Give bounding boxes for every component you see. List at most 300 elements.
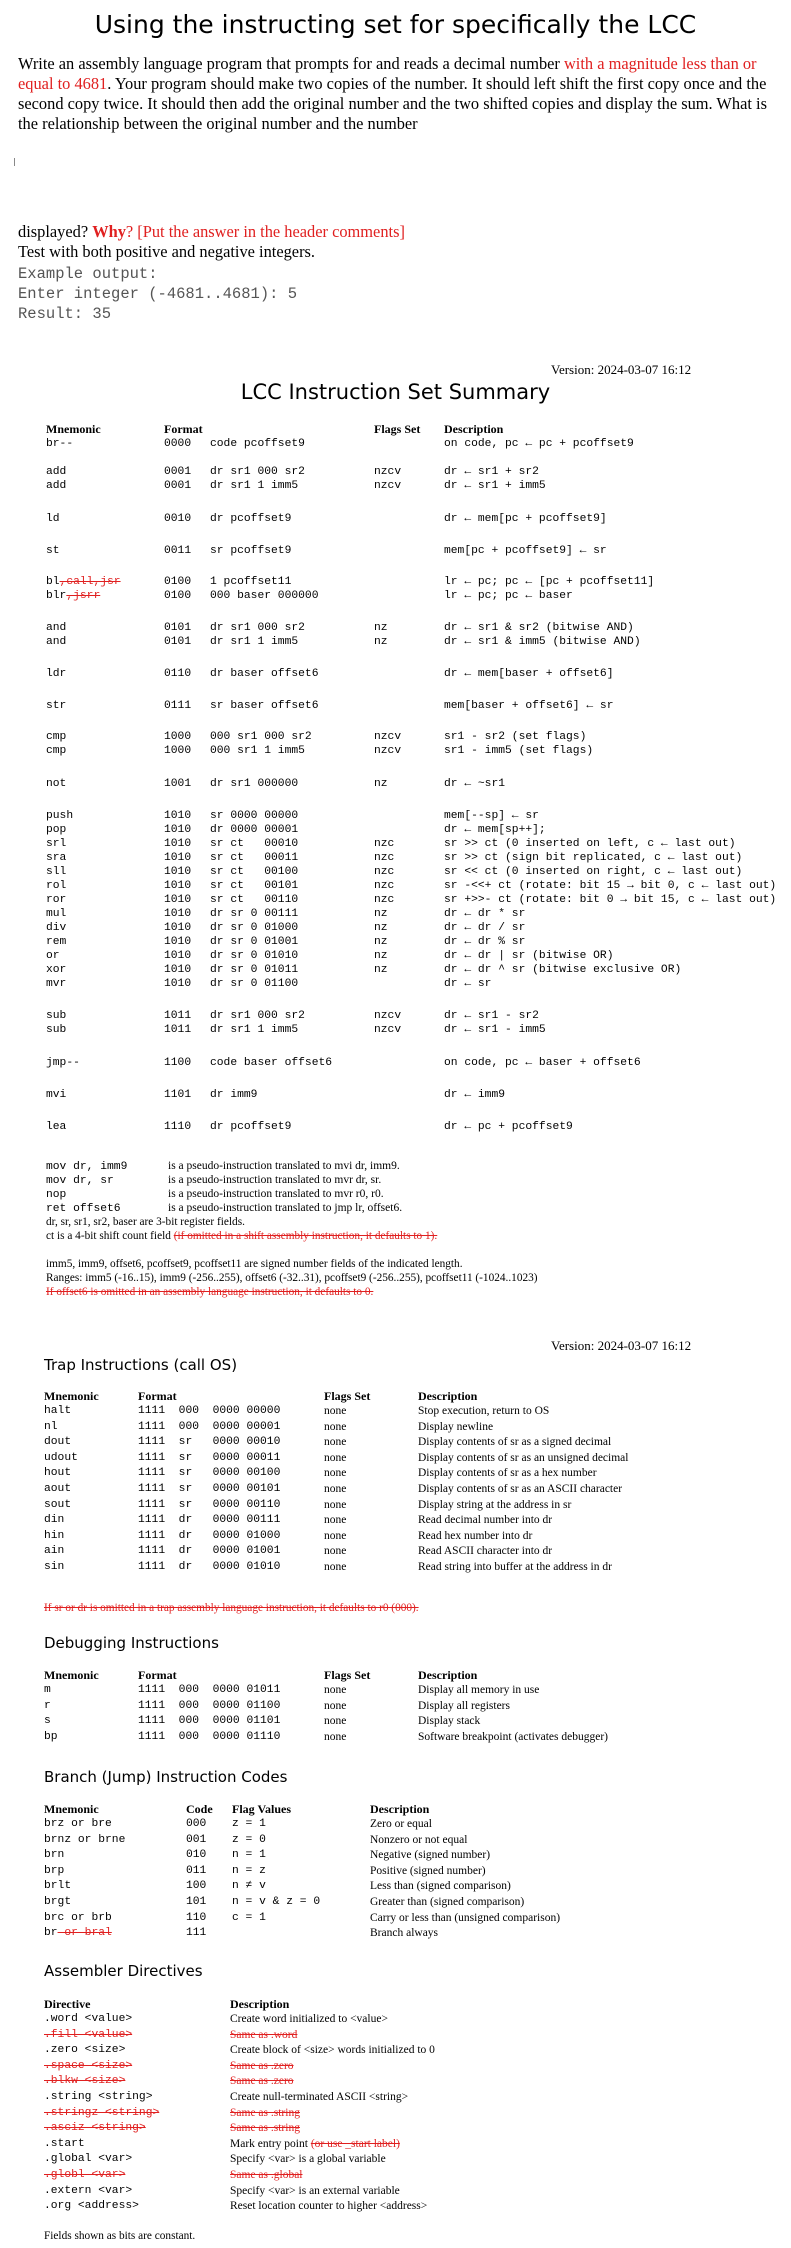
row-mnemonic <box>46 438 73 450</box>
branch-mnemonic-text: brz or bre <box>44 1818 112 1830</box>
directive-name: .start <box>44 2137 85 2150</box>
row-opcode: 1010 <box>164 810 192 822</box>
trap-description: Display string at the address in sr <box>418 1498 572 1511</box>
directive-name: .stringz <string> <box>44 2106 160 2119</box>
row-mnemonic <box>46 1057 80 1069</box>
row-mnemonic <box>46 513 60 525</box>
row-mnemonic <box>46 576 121 588</box>
row-description: sr1 - sr2 (set flags) <box>444 731 587 743</box>
mnemonic-text: mvr <box>46 978 67 990</box>
row-flags: nzcv <box>374 745 402 757</box>
row-description: dr ← mem[pc + pcoffset9] <box>444 513 607 525</box>
row-description: dr ← pc + pcoffset9 <box>444 1121 573 1133</box>
row-opcode: 1000 <box>164 731 192 743</box>
debug-flags: none <box>324 1730 347 1743</box>
row-format: code baser offset6 <box>210 1057 333 1069</box>
row-description: dr ← sr1 + sr2 <box>444 466 539 478</box>
branch-mnemonic-text: brnz or brne <box>44 1833 126 1846</box>
row-mnemonic <box>46 852 66 864</box>
branch-mnemonic <box>44 1818 112 1830</box>
branch-mnemonic-text: brc or brb <box>44 1911 112 1924</box>
trap-flags: none <box>324 1498 347 1511</box>
directive-desc-text: Reset location counter to higher <address> <box>230 2200 428 2213</box>
mnemonic-text: ld <box>46 513 60 525</box>
directive-row <box>0 2029 791 2045</box>
directive-desc-text: Same as .word <box>230 2028 298 2041</box>
branch-mnemonic <box>44 1834 125 1846</box>
debug-col-desc: Description <box>418 1668 478 1682</box>
version-label: Version: 2024-03-07 16:12 <box>551 362 692 377</box>
branch-mnemonic-text: brp <box>44 1864 65 1877</box>
branch-mnemonic-text: brn <box>44 1849 65 1862</box>
row-mnemonic <box>46 480 66 492</box>
directive-row <box>0 2185 791 2201</box>
branch-flag-values: n = 1 <box>232 1849 266 1862</box>
trap-row <box>0 1530 791 1546</box>
branch-mnemonic <box>44 1927 112 1939</box>
assignment-paragraph-2 <box>18 222 778 262</box>
row-mnemonic <box>46 545 60 557</box>
trap-row <box>0 1436 791 1452</box>
trap-mnemonic: hin <box>44 1529 65 1542</box>
directive-row <box>0 2060 791 2076</box>
row-mnemonic <box>46 824 66 836</box>
directive-description <box>230 2060 294 2072</box>
row-opcode: 1011 <box>164 1010 192 1022</box>
row-format: dr pcoffset9 <box>210 1121 292 1133</box>
instruction-row <box>0 745 791 761</box>
debug-format: 1111 000 0000 01011 <box>138 1684 281 1696</box>
trap-description: Display contents of sr as a hex number <box>418 1467 597 1480</box>
trap-description: Display contents of sr as an unsigned decimal <box>418 1451 629 1464</box>
row-format: sr ct 00011 <box>210 852 299 864</box>
trap-flags: none <box>324 1405 347 1417</box>
directive-desc-text: Specify <var> is an external variable <box>230 2184 400 2197</box>
row-format: dr 0000 00001 <box>210 824 299 836</box>
row-mnemonic <box>46 731 66 743</box>
row-format: sr 0000 00000 <box>210 810 299 822</box>
branch-description: Nonzero or not equal <box>370 1833 468 1846</box>
row-opcode: 0100 <box>164 576 192 588</box>
row-flags: nzc <box>374 838 395 850</box>
row-description: mem[pc + pcoffset9] ← sr <box>444 545 607 557</box>
row-format: dr sr1 000 sr2 <box>210 466 305 478</box>
row-mnemonic <box>46 778 66 790</box>
trap-format: 1111 sr 0000 00011 <box>138 1451 281 1464</box>
page-title: Using the instructing set for specifically the LCC <box>94 10 697 39</box>
branch-header-row <box>0 1802 791 1818</box>
branch-row <box>0 1896 791 1912</box>
directive-name: .fill <value> <box>44 2028 133 2041</box>
col-format: Format <box>164 422 203 436</box>
trap-description: Read ASCII character into dr <box>418 1545 553 1558</box>
directive-description <box>230 2169 303 2181</box>
row-mnemonic <box>46 922 66 934</box>
row-format: sr ct 00110 <box>210 894 299 906</box>
row-format: dr sr1 000 sr2 <box>210 1010 305 1022</box>
row-mnemonic <box>46 880 66 892</box>
row-mnemonic <box>46 668 66 680</box>
trap-row <box>0 1514 791 1530</box>
trap-mnemonic: halt <box>44 1405 72 1417</box>
row-description: dr ← sr1 & sr2 (bitwise AND) <box>444 622 634 634</box>
directive-description <box>230 2075 294 2087</box>
row-flags: nzcv <box>374 466 402 478</box>
trap-flags: none <box>324 1467 347 1480</box>
row-flags: nzc <box>374 852 395 864</box>
trap-description: Stop execution, return to OS <box>418 1405 550 1417</box>
pseudo-instruction-note <box>46 1188 384 1201</box>
pseudo-code: mov dr, imm9 <box>46 1161 128 1173</box>
pseudo-instruction-note <box>46 1160 400 1173</box>
trap-version-label: Version: 2024-03-07 16:12 <box>551 1338 692 1353</box>
branch-row <box>0 1880 791 1896</box>
directive-name: .word <value> <box>44 2013 133 2025</box>
row-mnemonic <box>46 810 73 822</box>
pseudo-code: ret offset6 <box>46 1203 121 1215</box>
row-flags: nz <box>374 908 388 920</box>
trap-format: 1111 dr 0000 00111 <box>138 1514 281 1527</box>
instruction-row <box>0 1121 791 1137</box>
row-description: sr +>>- ct (rotate: bit 0 → bit 15, c ← last out) <box>444 894 777 906</box>
row-format: sr ct 00100 <box>210 866 299 878</box>
trap-default-note: If sr or dr is omitted in a trap assembly language instruction, it defaults to r0 (000). <box>44 1602 419 1614</box>
trap-col-flags: Flags Set <box>324 1389 371 1403</box>
branch-mnemonic <box>44 1865 64 1877</box>
debug-format: 1111 000 0000 01110 <box>138 1730 281 1743</box>
directive-description <box>230 2153 386 2165</box>
register-fields-note: dr, sr, sr1, sr2, baser are 3-bit register fields. <box>46 1216 245 1228</box>
branch-flag-values: n = v & z = 0 <box>232 1896 321 1908</box>
row-flags: nzcv <box>374 731 402 743</box>
directive-desc-text: Specify <var> is a global variable <box>230 2153 386 2166</box>
shift-count-struck: (if omitted in a shift assembly instruction, it defaults to 1). <box>173 1230 438 1242</box>
branch-flag-values: z = 0 <box>232 1833 266 1846</box>
debug-row <box>0 1700 791 1716</box>
directive-name: .extern <var> <box>44 2184 133 2197</box>
mnemonic-text: sub <box>46 1024 67 1036</box>
row-mnemonic <box>46 950 60 962</box>
row-mnemonic <box>46 636 66 648</box>
directive-row <box>0 2122 791 2138</box>
mnemonic-text: push <box>46 810 74 822</box>
trap-col-format: Format <box>138 1389 177 1403</box>
row-description: dr ← dr * sr <box>444 908 526 920</box>
mnemonic-text: add <box>46 480 67 492</box>
row-opcode: 1010 <box>164 824 192 836</box>
instruction-row <box>0 636 791 652</box>
mnemonic-text: sub <box>46 1010 67 1022</box>
directives-heading: Assembler Directives <box>44 1962 203 1980</box>
instruction-row <box>0 590 791 606</box>
debug-col-flags: Flags Set <box>324 1668 371 1682</box>
row-opcode: 1011 <box>164 1024 192 1036</box>
dir-col-desc: Description <box>230 1997 290 2011</box>
trap-format: 1111 dr 0000 01001 <box>138 1545 281 1558</box>
mnemonic-text: rem <box>46 936 67 948</box>
mnemonic-text: cmp <box>46 731 67 743</box>
row-format: dr sr 0 01010 <box>210 950 299 962</box>
debug-description: Display stack <box>418 1715 481 1728</box>
branch-mnemonic-text: brgt <box>44 1896 72 1908</box>
debug-col-format: Format <box>138 1668 177 1682</box>
branch-description: Positive (signed number) <box>370 1864 486 1877</box>
branch-flag-values: n = z <box>232 1864 266 1877</box>
summary-heading: LCC Instruction Set Summary <box>240 380 551 404</box>
directive-description <box>230 2044 435 2056</box>
trap-description: Read decimal number into dr <box>418 1514 553 1527</box>
trap-flags: none <box>324 1420 347 1433</box>
row-mnemonic <box>46 866 66 878</box>
pseudo-text: is a pseudo-instruction translated to mvr dr, sr. <box>168 1174 382 1186</box>
trap-row <box>0 1467 791 1483</box>
trap-heading: Trap Instructions (call OS) <box>44 1356 238 1374</box>
intro-highlight: with a magnitude less than or equal to 4681 <box>18 54 757 93</box>
instruction-row <box>0 545 791 561</box>
row-format: 1 pcoffset11 <box>210 576 292 588</box>
row-description: lr ← pc; pc ← baser <box>444 590 573 602</box>
directives-footer: Fields shown as bits are constant. <box>44 2230 196 2242</box>
row-opcode: 1101 <box>164 1089 192 1101</box>
debug-heading: Debugging Instructions <box>44 1634 219 1652</box>
trap-mnemonic: hout <box>44 1467 72 1480</box>
branch-col-flags: Flag Values <box>232 1802 292 1816</box>
trap-flags: none <box>324 1545 347 1558</box>
mnemonic-text: add <box>46 466 67 478</box>
row-opcode: 0111 <box>164 700 192 712</box>
row-flags: nzc <box>374 866 395 878</box>
row-flags: nz <box>374 950 388 962</box>
trap-row <box>0 1545 791 1561</box>
directive-desc-text: Same as .global <box>230 2169 303 2181</box>
trap-mnemonic: dout <box>44 1436 72 1449</box>
branch-description: Greater than (signed comparison) <box>370 1896 525 1908</box>
row-format: dr sr 0 01011 <box>210 964 299 976</box>
branch-row <box>0 1834 791 1850</box>
row-flags: nz <box>374 922 388 934</box>
directive-description <box>230 2107 300 2119</box>
text-cursor <box>14 158 15 166</box>
mnemonic-text: br-- <box>46 438 74 450</box>
branch-alias-struck: or bral <box>57 1927 112 1940</box>
directive-row <box>0 2107 791 2123</box>
row-opcode: 0101 <box>164 636 192 648</box>
trap-format: 1111 000 0000 00001 <box>138 1420 281 1433</box>
directive-row <box>0 2044 791 2060</box>
trap-row <box>0 1405 791 1421</box>
directive-row <box>0 2138 791 2154</box>
row-opcode: 1010 <box>164 838 192 850</box>
row-mnemonic <box>46 1024 66 1036</box>
example-line-1: Enter integer (-4681..4681): 5 <box>18 285 298 303</box>
row-format: dr imm9 <box>210 1089 258 1101</box>
row-mnemonic <box>46 590 100 602</box>
intro-displayed: displayed? <box>18 222 93 241</box>
row-format: 000 sr1 1 imm5 <box>210 745 305 757</box>
branch-description: Carry or less than (unsigned comparison) <box>370 1911 561 1924</box>
instruction-row <box>0 513 791 529</box>
trap-row <box>0 1452 791 1468</box>
mnemonic-text: sra <box>46 852 67 864</box>
trap-mnemonic: din <box>44 1514 65 1527</box>
row-description: dr ← dr ^ sr (bitwise exclusive OR) <box>444 964 682 976</box>
mnemonic-text: sll <box>46 866 67 878</box>
instruction-row <box>0 1089 791 1105</box>
row-description: dr ← ~sr1 <box>444 778 506 790</box>
row-description: dr ← sr1 & imm5 (bitwise AND) <box>444 636 641 648</box>
trap-format: 1111 dr 0000 01010 <box>138 1561 281 1573</box>
instruction-row <box>0 480 791 496</box>
trap-format: 1111 sr 0000 00010 <box>138 1436 281 1449</box>
branch-row <box>0 1912 791 1928</box>
row-opcode: 1010 <box>164 936 192 948</box>
row-flags: nzcv <box>374 480 402 492</box>
intro-text-cont: . Your program should make two copies of the number. It should left shift the first copy once and the second copy twice. It should then add the original number and the two shifted copies and display the sum. What is the relationship between the original number and the number <box>18 74 767 133</box>
row-opcode: 1010 <box>164 950 192 962</box>
row-mnemonic <box>46 978 66 990</box>
row-opcode: 1010 <box>164 908 192 920</box>
row-opcode: 1010 <box>164 922 192 934</box>
branch-flag-values: z = 1 <box>232 1818 266 1830</box>
row-description: dr ← mem[baser + offset6] <box>444 668 614 680</box>
row-format: sr pcoffset9 <box>210 545 292 557</box>
trap-mnemonic: sin <box>44 1561 65 1573</box>
pseudo-text: is a pseudo-instruction translated to jmp lr, offset6. <box>168 1202 403 1214</box>
directive-name: .global <var> <box>44 2153 133 2166</box>
trap-mnemonic: ain <box>44 1545 65 1558</box>
row-description: dr ← sr1 + imm5 <box>444 480 546 492</box>
mnemonic-text: xor <box>46 964 67 976</box>
row-opcode: 1001 <box>164 778 192 790</box>
row-description: dr ← dr % sr <box>444 936 526 948</box>
row-opcode: 1010 <box>164 852 192 864</box>
directive-description <box>230 2013 388 2025</box>
directives-header-row <box>0 1997 791 2013</box>
directive-name: .org <address> <box>44 2200 139 2213</box>
instruction-row <box>0 1024 791 1040</box>
pseudo-code: nop <box>46 1189 67 1201</box>
row-opcode: 0010 <box>164 513 192 525</box>
debug-mnemonic: m <box>44 1684 51 1696</box>
row-format: 000 baser 000000 <box>210 590 319 602</box>
trap-header-row <box>0 1389 791 1405</box>
trap-flags: none <box>324 1483 347 1495</box>
branch-mnemonic <box>44 1849 64 1861</box>
mnemonic-text: jmp-- <box>46 1057 80 1069</box>
debug-format: 1111 000 0000 01100 <box>138 1699 281 1712</box>
row-mnemonic <box>46 894 66 906</box>
row-opcode: 1010 <box>164 880 192 892</box>
branch-col-desc: Description <box>370 1802 430 1816</box>
mnemonic-alias-struck: ,call,jsr <box>59 576 121 588</box>
branch-code: 000 <box>186 1818 207 1830</box>
debug-mnemonic: bp <box>44 1730 58 1743</box>
branch-row <box>0 1927 791 1943</box>
col-flags: Flags Set <box>374 422 421 436</box>
debug-row <box>0 1731 791 1747</box>
trap-description: Display newline <box>418 1420 494 1433</box>
row-opcode: 1010 <box>164 894 192 906</box>
row-flags: nz <box>374 964 388 976</box>
trap-row <box>0 1483 791 1499</box>
mnemonic-text: not <box>46 778 67 790</box>
directive-row <box>0 2091 791 2107</box>
mnemonic-text: rol <box>46 880 67 892</box>
branch-mnemonic-text: br <box>44 1927 58 1940</box>
trap-flags: none <box>324 1451 347 1464</box>
row-description: on code, pc ← pc + pcoffset9 <box>444 438 634 450</box>
row-description: mem[--sp] ← sr <box>444 810 539 822</box>
trap-col-desc: Description <box>418 1389 478 1403</box>
row-opcode: 0011 <box>164 545 192 557</box>
directive-desc-text: Create block of <size> words initialized to 0 <box>230 2044 435 2057</box>
directive-row <box>0 2013 791 2029</box>
trap-format: 1111 000 0000 00000 <box>138 1405 281 1417</box>
trap-flags: none <box>324 1436 347 1449</box>
row-format: code pcoffset9 <box>210 438 305 450</box>
directive-desc-text: Same as .string <box>230 2106 300 2119</box>
row-mnemonic <box>46 1121 66 1133</box>
branch-row <box>0 1849 791 1865</box>
row-mnemonic <box>46 838 66 850</box>
row-description: mem[baser + offset6] ← sr <box>444 700 614 712</box>
branch-description: Negative (signed number) <box>370 1849 491 1862</box>
trap-row <box>0 1561 791 1577</box>
directive-description <box>230 2185 400 2197</box>
trap-row <box>0 1421 791 1437</box>
row-description: dr ← dr / sr <box>444 922 526 934</box>
branch-col-mnemonic: Mnemonic <box>44 1802 99 1816</box>
shift-count-note <box>46 1230 437 1242</box>
shift-count-text: ct is a 4-bit shift count field <box>46 1230 174 1242</box>
trap-description: Read hex number into dr <box>418 1529 533 1542</box>
row-description: sr << ct (0 inserted on right, c ← last out) <box>444 866 743 878</box>
instruction-row <box>0 778 791 794</box>
branch-col-code: Code <box>186 1802 213 1816</box>
row-description: lr ← pc; pc ← [pc + pcoffset11] <box>444 576 655 588</box>
row-mnemonic <box>46 936 66 948</box>
row-description: dr ← dr | sr (bitwise OR) <box>444 950 614 962</box>
trap-format: 1111 dr 0000 01000 <box>138 1529 281 1542</box>
instruction-row <box>0 438 791 454</box>
row-opcode: 1010 <box>164 978 192 990</box>
branch-code: 100 <box>186 1880 207 1893</box>
intro-text: Write an assembly language program that prompts for and reads a decimal number <box>18 54 564 73</box>
row-mnemonic <box>46 1089 66 1101</box>
instruction-row <box>0 668 791 684</box>
row-mnemonic <box>46 700 66 712</box>
pseudo-text: is a pseudo-instruction translated to mvr r0, r0. <box>168 1188 384 1200</box>
row-flags: nz <box>374 636 388 648</box>
trap-mnemonic: sout <box>44 1498 72 1511</box>
branch-flag-values: n ≠ v <box>232 1880 266 1893</box>
row-flags: nzc <box>374 894 395 906</box>
row-description: dr ← mem[sp++]; <box>444 824 546 836</box>
trap-flags: none <box>324 1514 347 1527</box>
mnemonic-text: lea <box>46 1121 67 1133</box>
row-mnemonic <box>46 964 66 976</box>
row-opcode: 1010 <box>164 866 192 878</box>
debug-format: 1111 000 0000 01101 <box>138 1715 281 1728</box>
directive-name: .space <size> <box>44 2059 133 2072</box>
pseudo-code: mov dr, sr <box>46 1175 114 1187</box>
row-format: dr sr 0 01100 <box>210 978 299 990</box>
header-comment-note: ? [Put the answer in the header comments] <box>125 222 405 241</box>
row-description: dr ← imm9 <box>444 1089 506 1101</box>
row-format: dr sr 0 01000 <box>210 922 299 934</box>
col-mnemonic: Mnemonic <box>46 422 101 436</box>
mnemonic-text: or <box>46 950 60 962</box>
